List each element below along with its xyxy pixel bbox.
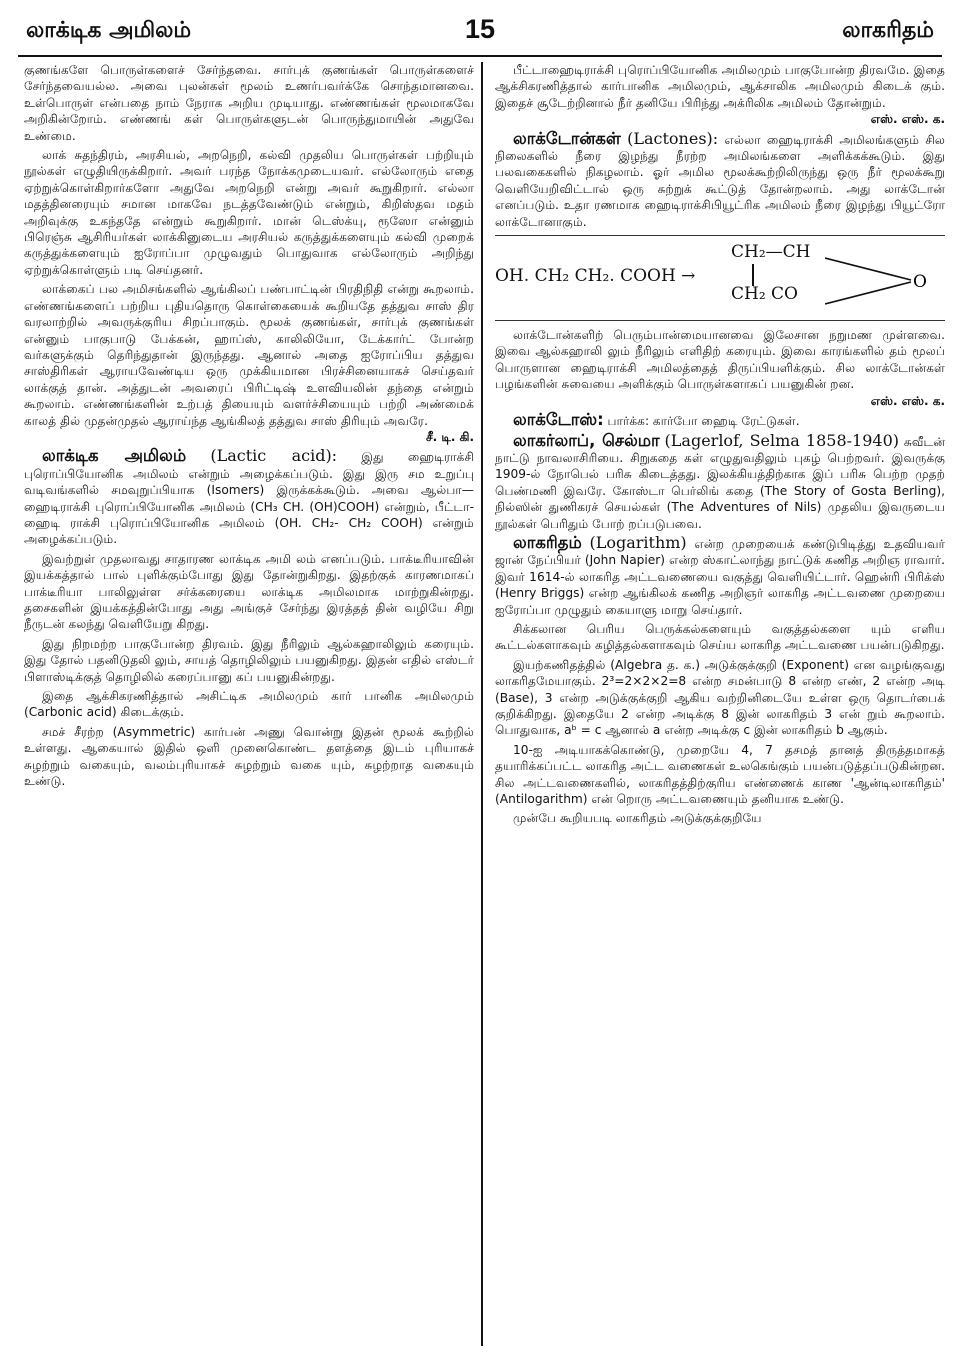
- logarithm-paragraph-5: முன்பே கூறியபடி லாகரிதம் அடுக்குக்குறியே: [513, 811, 762, 826]
- locke-paragraph-2: லாக் சுதந்திரம், அரசியல், அறநெறி, கல்வி முதலிய பொருள்கள் பற்றியும் நூல்கள் எழுதியிருக்கிறார். அவர் பரந்த நோக்கமுடையவர். எல்லோரும் எதை ஏற்றுக்கொள்கிறார்களோ அதுவே அறநெறி என்று அவர் கூறுகிறார். எல்லா மதத்தினரையும் சமான மாகவே நடத்தவேண்டும் என்றும், கிறிஸ்தவ மதம் அறிவுக்கு உகந்ததே என்றும் கூறுகிறார். மான் டெஸ்க்யு, ரூஸோ என்னும் பிரெஞ்சு ஆசிரியர்கள் லாக்கினுடைய அரசியல் கருத்துக்களையும் கல்வி முறைக் கருத்துக்களையும் ஐரோப்பா முழுவதும் பொதுவாக எல்லோரும் அறிந்து ஏற்றுக்கொள்ளும் படி செய்தனர்.: [24, 148, 474, 277]
- entry-headword: லாக்டோன்கள்: [513, 128, 621, 148]
- formula-top-rule: [495, 235, 945, 236]
- page-number: 15: [464, 14, 496, 44]
- locke-paragraph-1: குணங்களே பொருள்களைச் சேர்ந்தவை. சார்புக் குணங்கள் பொருள்களைச் சேர்ந்தவையல்ல. அவை புலன்கள் மூலம் உணர்பவர்க்கே சொந்தமானவை. உள்பொருள் என்பதை நாம் நேராக அறிய முடியாது. எண்ணங்கள் மூலமாகவே அறிகின்றோம். எண்ணங் கள் பொருள்களுடன் பொருந்துமாயின் அதுவே உண்மை.: [24, 63, 474, 143]
- author-signature: சீ. டி. கி.: [425, 429, 474, 444]
- logarithm-paragraph-2: சிக்கலான பெரிய பெருக்கல்களையும் வகுத்தல்களை யும் எளிய கூட்டல்களாகவும் கழித்தல்களாகவும் செய்ய லாகரித அட்டவணை பயன்படுகிறது.: [495, 621, 945, 653]
- lactones-paragraph-2: லாக்டோன்களிற் பெரும்பான்மையானவை இலேசான நறுமண முள்ளவை. இவை ஆல்கஹாலி லும் நீரிலும் எளிதிற் கரையும். இவை காரங்களில் தம் மூலப் பொருளான ஹைடிராக்சி அமிலத்தைத் திருப்பியளிக்கும். சில லாக்டோன்கள் பழங்களின் சுவையை அளிக்கும் பொருள்களாகப் பயனுகின் றன. எஸ். எஸ். க.: [495, 328, 945, 408]
- author-signature: எஸ். எஸ். க.: [870, 393, 945, 408]
- entry-latin-name: (Lactic acid):: [210, 446, 338, 466]
- entry-latin-name: (Lactones):: [627, 128, 719, 148]
- logarithm-paragraph-4: 10-ஐ அடியாகக்கொண்டு, முறையே 4, 7 தசமத் தானத் திருத்தமாகத் தயாரிக்கப்பட்ட லாகரித அட்ட வணைகள் உலகெங்கும் பயன்படுத்தப்படுகின்றன. சில அட்டவணைகளில், லாகரிதத்திற்குரிய எண்ணைக் காண 'ஆன்டிலாகரிதம்' (Antilogarithm) என் றொரு அட்டவணையும் தனியாக உண்டு.: [495, 742, 945, 807]
- lactone-formula: [495, 242, 945, 314]
- formula-bond: [752, 264, 754, 286]
- entry-headword: லாக்டிக அமிலம்: [42, 446, 187, 466]
- formula-ring-bottom: CH₂ CO: [731, 284, 798, 305]
- entry-headword: லாகர்லாப், செல்மா: [513, 430, 660, 450]
- lactose-entry: லாக்டோஸ்: பார்க்க: கார்போ ஹைடி ரேட்டுகள்.: [513, 410, 800, 430]
- logarithm-paragraph-3: இயற்கணிதத்தில் (Algebra த. க.) அடுக்குக்குறி (Exponent) என வழங்குவது லாகரிதமேயாகும். 2³=2×2×2=8 என்ற சமன்பாடு 8 என்ற எண், 2 என்ற அடி (Base), 3 என்ற அடுக்குக்குறி ஆகிய வற்றினிடையே உள்ள ஒரு தொடர்பைக் குறிக்கிறது. இதையே 2 என்ற அடிக்கு 8 இன் லாகரிதம் 3 என் றும் கூறலாம். பொதுவாக, aᵇ = c ஆனால் a என்ற அடிக்கு c இன் லாகரிதம் b ஆகும்.: [495, 657, 945, 738]
- lactic-paragraph-5: சமச் சீரற்ற (Asymmetric) கார்பன் அணு வொன்று இதன் மூலக் கூற்றில் உள்ளது. ஆகையால் இதில் ஒளி முனைகொண்ட தளத்தை இடம் புரியாகச் சுழற்றும் வகையும், வலம்புரியாகச் சுழற்றும் வகை யும், சுழற்றாத வகையும் உண்டு.: [24, 724, 474, 789]
- header-rule: [18, 55, 942, 57]
- entry-latin-name: (Lagerlof, Selma 1858-1940): [664, 430, 899, 450]
- lactic-paragraph-2: இவற்றுள் முதலாவது சாதாரண லாக்டிக அமி லம் எனப்படும். பாக்டீரியாவின் இயக்கத்தால் பால் புளிக்கும்போது இது தோன்றுகிறது. இதற்குக் காரணமாகப் பாக்டீரியா பாலிலுள்ள சர்க்கரையை லாக்டிக அமிலமாக மாற்றுகின்றது. தசைகளின் இயக்கத்தின்போது அது அங்குச் சேர்ந்து இரத்தத் தின் வழியே சிறு நீருடன் கலந்து வெளியேறு கிறது.: [24, 551, 474, 632]
- formula-ring-oxygen: O: [913, 272, 927, 293]
- formula-bottom-rule: [495, 320, 945, 321]
- entry-latin-name: (Logarithm): [589, 532, 687, 552]
- author-signature: எஸ். எஸ். க.: [870, 112, 945, 127]
- lactones-entry: லாக்டோன்கள் (Lactones): எல்லா ஹைடிராக்சி அமிலங்களும் சில நிலைகளில் நீரை இழந்து நீரற்ற அமிலங்களை அளிக்கக்கூடும். இது பலவகைகளில் நிகழலாம். ஓர் அமில மூலக்கூற்றிலிருந்து ஒரு நீர் மூலக்கூறு வெளியேறிவிட்டால் ஒரு சுற்றுக் கூட்டுத் தோன்றலாம். அது லாக்டோன் எனப்படும். உதா ரணமாக ஹைடிராக்சிபியூட்ரிக அமிலம் நீரை இழந்து பியூட்ரோ லாக்டோனாகும்.: [495, 128, 945, 229]
- left-running-head: லாக்டிக அமிலம்: [26, 18, 192, 43]
- ring-bond-lines: [825, 250, 935, 312]
- right-column: [495, 62, 945, 1350]
- formula-ring-top: CH₂—CH: [731, 242, 811, 263]
- left-column: [24, 62, 474, 1350]
- lactic-acid-entry: லாக்டிக அமிலம் (Lactic acid): இது ஹைடிராக்சி புரொப்பியோனிக அமிலம் என்றும் அழைக்கப்படும். இது இரு சம உறுப்பு வடிவங்களில் சமவுறுப்பியாக (Isomers) இருக்கக்கூடும். அவை ஆல்பா—ஹைடிராக்சி புரொப்பியோனிக அமிலம் (CH₃ CH. (OH)COOH) என்றும், பீட்டா-ஹைடி ராக்சி புரொப்பியோனிக அமிலம் (OH. CH₂- CH₂ COOH) என்றும் அழைக்கப்படும்.: [24, 446, 474, 547]
- lactic-paragraph-3: இது நிறமற்ற பாகுபோன்ற திரவம். இது நீரிலும் ஆல்கஹாலிலும் கரையும். இது தோல் பதனிடுதலி லும், சாயத் தொழிலிலும் பயனுகிறது. இதன் எதில் எஸ்டர் பிளாஸ்டிக்குத் தொழிலில் கரைப்பானு கப் பயனுகின்றது.: [24, 636, 474, 684]
- entry-headword: லாக்டோஸ்:: [513, 410, 604, 430]
- lagerlof-entry: லாகர்லாப், செல்மா (Lagerlof, Selma 1858-1940) சுவீடன் நாட்டு நாவலாசிரியை. சிறுகதை கள் எழுதுவதிலும் புகழ் பெற்றவர். இவருக்கு 1909-ல் நோபெல் பரிசு கிடைத்தது. இலக்கியத்திற்காக இப் பரிசு பெற்ற முதற் பெண்மணி இவரே. கோஸ்டா பெர்லிங் கதை (The Story of Gosta Berling), நில்ஸின் துணிகரச் செயல்கள் (The Adventures of Nils) முதலிய இவருடைய நூல்கள் பெரிதும் போற் றப்படுபவை.: [495, 430, 945, 531]
- column-divider: [481, 62, 483, 1346]
- entry-headword: லாகரிதம்: [513, 532, 582, 552]
- logarithm-entry: லாகரிதம் (Logarithm) என்ற முறையைக் கண்டுபிடித்து உதவியவர் ஜான் நேப்பியர் (John Napier) என்ற ஸ்காட்லாந்து நாட்டுக் கணித அறிஞ ராவார். இவர் 1614-ல் லாகரித அட்டவணையை வகுத்து வெளியிட்டார். ஹென்ரி பிரிக்ஸ் (Henry Briggs) என்ற ஆங்கிலக் கணித அறிஞர் லாகரித அட்டவணை முறையை ஐரோப்பா முழுதும் கையாளு மாறு செய்தார்.: [495, 532, 945, 617]
- lactic-paragraph-4: இதை ஆக்சிகரணித்தால் அசிட்டிக அமிலமும் கார் பானிக அமிலமும் (Carbonic acid) கிடைக்கும்.: [24, 689, 474, 720]
- lactic-continuation: பீட்டாஹைடிராக்சி புரொப்பியோனிக அமிலமும் பாகுபோன்ற திரவமே. இதை ஆக்சிகரணித்தால் கார்பானிக அமிலமும், ஆக்சாலிக அமிலமும் கிடைக் கும். இதைச் சூடேற்றினால் நீர் தனியே பிரிந்து அக்ரிலிக அமிலம் தோன்றும். எஸ். எஸ். க.: [495, 63, 945, 127]
- right-running-head: லாகரிதம்: [842, 18, 934, 43]
- page-header: [18, 14, 942, 54]
- locke-paragraph-3: லாக்கைப் பல அமிசங்களில் ஆங்கிலப் பண்பாட்டின் பிரதிநிதி என்று கூறலாம். எண்ணங்களைப் பற்றிய புதியதொரு கொள்கையைக் கூறியதே தத்துவ சாஸ் திர வரலாற்றில் அவருக்குரிய சிறப்பாகும். மூலக் குணங்கள், சார்புக் குணங்கள் என்னும் பாகுபாடு பேக்கன், ஹாப்ஸ், காலிலியோ, டேக்கார்ட் போன்ற வர்களுக்கும் தெரிந்துதான் இருந்தது. ஆனால் அதை ஐரோப்பிய தத்துவ சாஸ்திரிகள் ஆராயவேண்டிய ஒரு முக்கியமான பிரச்சினையாகச் செய்தவர் லாக்குத் தான். அத்துடன் அவரைப் பிரிட்டிஷ் உளவியலின் தந்தை என்றும் கூறலாம். எண்ணங்களின் உற்பத் தியையும் வளர்ச்சியையும் பற்றி அண்மைக் காலத் தில் முதன்முதல் ஆராய்ந்த ஆங்கிலத் தத்துவ சாஸ் திரியும் அவரே. சீ. டி. கி.: [24, 282, 474, 444]
- formula-reactant: OH. CH₂ CH₂. COOH →: [495, 266, 696, 287]
